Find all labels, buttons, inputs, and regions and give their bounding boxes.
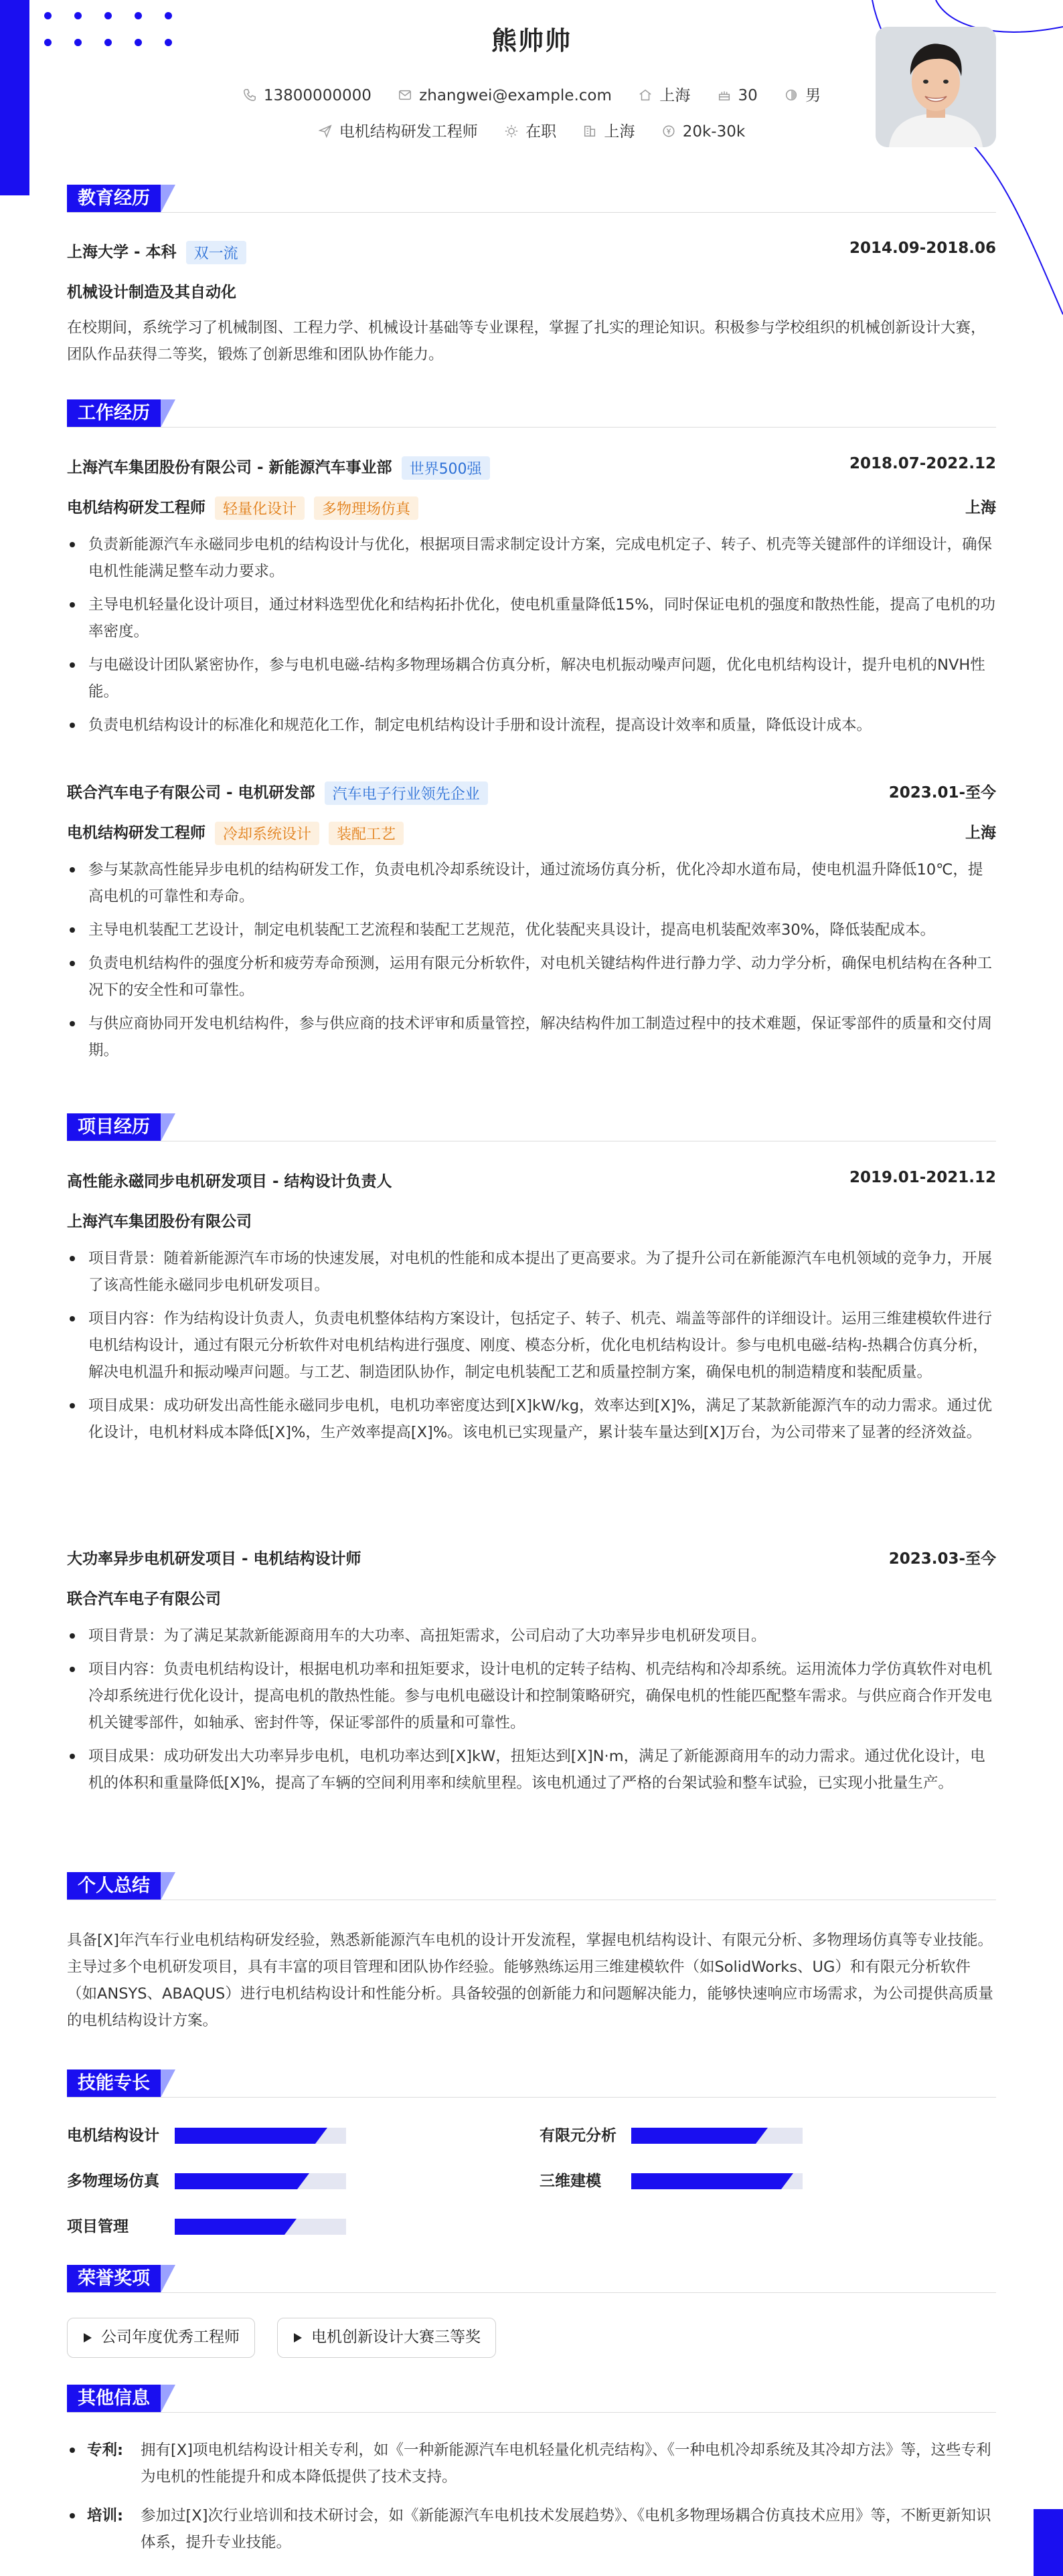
work-2-tag: 汽车电子行业领先企业 — [325, 781, 488, 805]
section-education — [67, 185, 996, 213]
avatar-portrait — [876, 27, 996, 147]
skill-project-management — [67, 2217, 355, 2237]
cake-icon — [717, 88, 732, 102]
project-1-bullets — [67, 1245, 996, 1453]
list-item: 项目内容：作为结构设计负责人，负责电机整体结构方案设计，包括定子、转子、机壳、端盖等部件的详细设计。运用三维建模软件进行电机结构设计，通过有限元分析软件对电机结构进行强度、刚度、模态分析，优化电机结构设计。参与电机电磁-结构-热耦合仿真分析，解决电机温升和振动噪声问题。与工艺、制造团队协作，制定电机装配工艺和质量控制方案，确保电机的制造精度和装配质量。 — [67, 1305, 996, 1386]
work-1-bullets — [67, 531, 996, 745]
salary-text: 20k-30k — [682, 123, 746, 141]
skill-bar — [631, 2128, 803, 2144]
project-1-company: 上海汽车集团股份有限公司 — [67, 1213, 252, 1230]
skill-label: 项目管理 — [67, 2218, 129, 2235]
other-key: 培训: — [87, 2507, 123, 2524]
age-item — [717, 87, 758, 104]
phone-item — [242, 87, 372, 104]
skill-motor-structure — [67, 2126, 355, 2146]
section-work — [67, 399, 996, 428]
skill-bar — [175, 2128, 346, 2144]
play-icon — [84, 2333, 92, 2342]
list-item: 项目内容：负责电机结构设计，根据电机功率和扭矩要求，设计电机的定转子结构、机壳结构和冷却系统。运用流体力学仿真软件对电机冷却系统进行优化设计，提高电机的散热性能。参与电机电磁设计和控制策略研究，确保电机的性能匹配整车需求。与供应商合作开发电机关键零部件，如轴承、密封件等，保证零部件的质量和可靠性。 — [67, 1656, 996, 1736]
other-text: 参加过[X]次行业培训和技术研讨会，如《新能源汽车电机技术发展趋势》、《电机多物理场耦合仿真技术应用》等，不断更新知识体系，提升专业技能。 — [141, 2507, 991, 2551]
education-major: 机械设计制造及其自动化 — [67, 284, 236, 301]
section-other-title: 其他信息 — [67, 2385, 161, 2413]
salary-item — [661, 123, 745, 141]
skill-label: 多物理场仿真 — [67, 2173, 159, 2190]
skill-multiphysics — [67, 2171, 355, 2191]
work-1-skill-2: 多物理场仿真 — [314, 496, 418, 520]
skill-bar-fill — [631, 2128, 756, 2144]
work-2-skill-2: 装配工艺 — [329, 822, 404, 845]
honor-text: 电机创新设计大赛三等奖 — [311, 2328, 481, 2346]
section-projects — [67, 1113, 996, 1141]
sun-icon — [504, 124, 519, 139]
target-job-text: 电机结构研发工程师 — [339, 123, 478, 141]
target-city-item — [582, 119, 635, 141]
honor-item — [277, 2318, 496, 2358]
other-text: 拥有[X]项电机结构设计相关专利，如《一种新能源汽车电机轻量化机壳结构》、《一种电机冷却系统及其冷却方法》等，这些专利为电机的性能提升和成本降低提供了技术支持。 — [141, 2442, 991, 2486]
skill-bar-fill — [175, 2173, 297, 2189]
skill-bar-fill — [175, 2128, 315, 2144]
honor-text: 公司年度优秀工程师 — [101, 2328, 240, 2346]
work-2-role: 电机结构研发工程师 — [67, 824, 206, 842]
list-item: 负责新能源汽车永磁同步电机的结构设计与优化，根据项目需求制定设计方案，完成电机定子、转子、机壳等关键部件的详细设计，确保电机性能满足整车动力要求。 — [67, 531, 996, 585]
play-icon — [294, 2333, 302, 2342]
skill-bar-fill — [631, 2173, 781, 2189]
work-2-header — [67, 780, 996, 805]
status-text: 在职 — [525, 123, 557, 141]
section-other — [67, 2385, 996, 2413]
work-2-city: 上海 — [965, 824, 996, 842]
education-tag: 双一流 — [186, 241, 246, 264]
section-summary — [67, 1872, 996, 1900]
send-icon — [318, 124, 333, 139]
project-2-title: 大功率异步电机研发项目 - 电机结构设计师 — [67, 1550, 361, 1568]
other-list — [67, 2437, 996, 2568]
work-1-header — [67, 455, 996, 480]
list-item: 主导电机轻量化设计项目，通过材料选型优化和结构拓扑优化，使电机重量降低15%，同时保证电机的强度和散热性能，提高了电机的功率密度。 — [67, 591, 996, 645]
list-item: 项目背景：随着新能源汽车市场的快速发展，对电机的性能和成本提出了更高要求。为了提升公司在新能源汽车电机领域的竞争力，开展了该高性能永磁同步电机研发项目。 — [67, 1245, 996, 1299]
work-2-bullets — [67, 856, 996, 1071]
work-1-company: 上海汽车集团股份有限公司 - 新能源汽车事业部 — [67, 459, 392, 476]
work-2-date: 2023.01-至今 — [888, 784, 996, 802]
education-desc: 在校期间，系统学习了机械制图、工程力学、机械设计基础等专业课程，掌握了扎实的理论知识。积极参与学校组织的机械创新设计大赛，团队作品获得二等奖，锻炼了创新思维和团队协作能力。 — [67, 319, 986, 363]
skill-bar — [631, 2173, 803, 2189]
home-icon — [638, 88, 653, 102]
list-item: 与电磁设计团队紧密协作，参与电机电磁-结构多物理场耦合仿真分析，解决电机振动噪声问题，优化电机结构设计，提升电机的NVH性能。 — [67, 652, 996, 705]
gender-icon — [784, 88, 799, 102]
section-work-title: 工作经历 — [67, 399, 161, 428]
work-1-tag: 世界500强 — [402, 456, 490, 480]
list-item — [67, 2437, 996, 2490]
work-1-skill-1: 轻量化设计 — [215, 496, 305, 520]
list-item: 项目成果：成功研发出大功率异步电机，电机功率达到[X]kW，扭矩达到[X]N·m，满足了新能源商用车的动力需求。通过优化设计，电机的体积和重量降低[X]%，提高了车辆的空间利用率和续航里程。该电机通过了严格的台架试验和整车试验，已实现小批量生产。 — [67, 1743, 996, 1797]
currency-icon — [661, 124, 676, 139]
work-1-city: 上海 — [965, 499, 996, 517]
honor-item — [67, 2318, 255, 2358]
education-date: 2014.09-2018.06 — [849, 240, 996, 257]
gender-text: 男 — [805, 87, 821, 104]
list-item: 与供应商协同开发电机结构件，参与供应商的技术评审和质量管控，解决结构件加工制造过程中的技术难题，保证零部件的质量和交付周期。 — [67, 1010, 996, 1064]
other-key: 专利: — [87, 2442, 123, 2459]
skill-bar-fill — [175, 2219, 284, 2235]
decor-bottom-right-bar — [1034, 2509, 1063, 2576]
section-skills — [67, 2069, 996, 2098]
list-item: 主导电机装配工艺设计，制定电机装配工艺流程和装配工艺规范，优化装配夹具设计，提高电机装配效率30%，降低装配成本。 — [67, 917, 996, 943]
skill-fea — [540, 2126, 827, 2146]
city-text: 上海 — [659, 87, 691, 104]
skill-label: 三维建模 — [540, 2173, 601, 2190]
phone-icon — [242, 88, 257, 102]
list-item: 项目成果：成功研发出高性能永磁同步电机，电机功率密度达到[X]kW/kg，效率达到[X]%，满足了某款新能源汽车的动力需求。通过优化设计，电机材料成本降低[X]%，生产效率提高[X]%。该电机已实现量产，累计装车量达到[X]万台，为公司带来了显著的经济效益。 — [67, 1392, 996, 1446]
list-item: 参与某款高性能异步电机的结构研发工作，负责电机冷却系统设计，通过流场仿真分析，优化冷却水道布局，使电机温升降低10℃，提高电机的可靠性和寿命。 — [67, 856, 996, 910]
list-item: 项目背景：为了满足某款新能源商用车的大功率、高扭矩需求，公司启动了大功率异步电机研发项目。 — [67, 1623, 996, 1649]
status-item — [504, 119, 556, 141]
work-2-role-line — [67, 820, 996, 845]
age-text: 30 — [738, 87, 758, 104]
email-item — [398, 87, 612, 104]
section-education-title: 教育经历 — [67, 185, 161, 213]
section-projects-title: 项目经历 — [67, 1113, 161, 1141]
project-2-date: 2023.03-至今 — [888, 1550, 996, 1568]
project-1-date: 2019.01-2021.12 — [849, 1169, 996, 1186]
skill-bar — [175, 2173, 346, 2189]
target-city-text: 上海 — [604, 123, 635, 141]
project-1-title: 高性能永磁同步电机研发项目 - 结构设计负责人 — [67, 1173, 392, 1190]
phone-text: 13800000000 — [263, 87, 372, 104]
skill-3d-modeling — [540, 2171, 827, 2191]
gender-item — [784, 83, 821, 105]
work-1-date: 2018.07-2022.12 — [849, 455, 996, 472]
work-2-company: 联合汽车电子有限公司 - 电机研发部 — [67, 784, 315, 802]
section-honors — [67, 2265, 996, 2293]
section-summary-title: 个人总结 — [67, 1872, 161, 1900]
candidate-name: 熊帅帅 — [491, 26, 572, 56]
avatar — [876, 27, 996, 147]
skill-label: 有限元分析 — [540, 2127, 617, 2144]
section-honors-title: 荣誉奖项 — [67, 2265, 161, 2293]
building-icon — [582, 124, 597, 139]
education-school: 上海大学 - 本科 — [67, 244, 177, 261]
skill-label: 电机结构设计 — [67, 2127, 159, 2144]
project-2-bullets — [67, 1623, 996, 1803]
email-text: zhangwei@example.com — [419, 87, 612, 104]
mail-icon — [398, 88, 412, 102]
section-skills-title: 技能专长 — [67, 2069, 161, 2098]
work-2-skill-1: 冷却系统设计 — [215, 822, 319, 845]
summary-text: 具备[X]年汽车行业电机结构研发经验，熟悉新能源汽车电机的设计开发流程，掌握电机结构设计、有限元分析、多物理场仿真等专业技能。主导过多个电机研发项目，具有丰富的项目管理和团队协作经验。能够熟练运用三维建模软件（如SolidWorks、UG）和有限元分析软件（如ANSYS、ABAQUS）进行电机结构设计和性能分析。具备较强的创新能力和问题解决能力，能够快速响应市场需求，为公司提供高质量的电机结构设计方案。 — [67, 1932, 993, 2029]
target-job-item — [318, 119, 478, 141]
skill-bar — [175, 2219, 346, 2235]
list-item — [67, 2502, 996, 2556]
list-item: 负责电机结构件的强度分析和疲劳寿命预测，运用有限元分析软件，对电机关键结构件进行静力学、动力学分析，确保电机结构在各种工况下的安全性和可靠性。 — [67, 950, 996, 1004]
city-item — [638, 83, 690, 105]
project-1-header — [67, 1169, 996, 1191]
education-header — [67, 240, 996, 264]
work-1-role-line — [67, 495, 996, 520]
project-2-header — [67, 1546, 996, 1568]
list-item: 负责电机结构设计的标准化和规范化工作，制定电机结构设计手册和设计流程，提高设计效率和质量，降低设计成本。 — [67, 712, 996, 739]
work-1-role: 电机结构研发工程师 — [67, 499, 206, 517]
project-2-company: 联合汽车电子有限公司 — [67, 1590, 221, 1608]
